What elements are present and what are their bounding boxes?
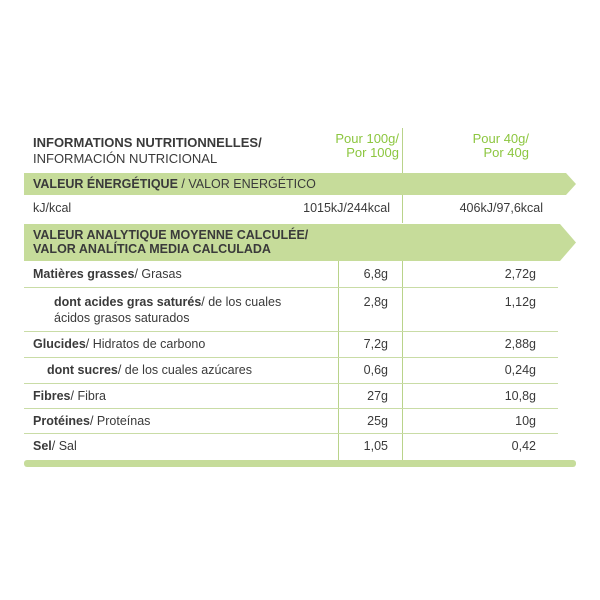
row-divider <box>24 331 558 332</box>
table-cell-100g: 0,6g <box>363 363 388 377</box>
energy-value-40g: 406kJ/97,6kcal <box>459 201 543 215</box>
table-row-label <box>33 266 182 282</box>
column-divider-right <box>402 261 403 460</box>
row-label-es: / Fibra <box>70 389 106 403</box>
table-cell-100g: 7,2g <box>363 337 388 351</box>
row-divider <box>24 357 558 358</box>
table-row-label <box>33 388 106 404</box>
table-bottom-bar <box>24 460 576 467</box>
row-label-es: / Hidratos de carbono <box>85 337 206 351</box>
row-divider <box>24 287 558 288</box>
table-cell-40g: 10,8g <box>504 389 536 403</box>
row-label-es: / Sal <box>51 439 77 453</box>
row-label-fr: Fibres <box>33 389 71 403</box>
column-divider-left <box>338 261 339 460</box>
col-100g-fr: Pour 100g/ <box>335 131 399 146</box>
analytic-band-fr: VALEUR ANALYTIQUE MOYENNE CALCULÉE/ <box>33 228 309 242</box>
table-cell-100g: 1,05 <box>363 439 388 453</box>
row-label-es-line2: ácidos grasos saturados <box>54 311 190 325</box>
column-header-40g <box>473 132 529 160</box>
energy-unit-label: kJ/kcal <box>33 201 72 215</box>
table-cell-100g: 27g <box>367 389 388 403</box>
table-row-label <box>54 294 281 326</box>
analytic-band-es: VALOR ANALÍTICA MEDIA CALCULADA <box>33 242 271 256</box>
table-cell-40g: 10g <box>515 414 536 428</box>
table-cell-40g: 0,24g <box>504 363 536 377</box>
col-40g-fr: Pour 40g/ <box>472 131 529 146</box>
col-40g-es: Por 40g <box>483 145 529 160</box>
table-row-label <box>33 336 205 352</box>
table-cell-40g: 2,88g <box>504 337 536 351</box>
table-cell-40g: 0,42 <box>511 439 536 453</box>
table-row-label <box>33 438 77 454</box>
energy-band-es: / VALOR ENERGÉTICO <box>177 177 316 191</box>
table-row-label <box>47 362 252 378</box>
row-label-es: / Proteínas <box>89 414 151 428</box>
title-french: INFORMATIONS NUTRITIONNELLES/ <box>33 135 262 150</box>
row-label-es: / de los cuales azúcares <box>117 363 252 377</box>
energy-band-fr: VALEUR ÉNERGÉTIQUE <box>33 177 178 191</box>
row-label-es: / Grasas <box>134 267 182 281</box>
table-row-label <box>33 413 150 429</box>
table-title <box>33 135 262 167</box>
row-divider <box>24 408 558 409</box>
row-label-fr: Glucides <box>33 337 86 351</box>
row-divider <box>24 433 558 434</box>
row-label-fr: Sel <box>33 439 52 453</box>
energy-value-100g: 1015kJ/244kcal <box>303 201 390 215</box>
analytic-band-label <box>33 228 308 256</box>
table-cell-100g: 2,8g <box>363 295 388 309</box>
row-label-fr: dont acides gras saturés <box>54 295 202 309</box>
row-label-es: / de los cuales <box>201 295 282 309</box>
row-label-fr: Protéines <box>33 414 90 428</box>
row-divider <box>24 383 558 384</box>
col-100g-es: Por 100g <box>346 145 399 160</box>
row-label-fr: Matières grasses <box>33 267 135 281</box>
title-spanish: INFORMACIÓN NUTRICIONAL <box>33 151 218 166</box>
table-cell-40g: 1,12g <box>504 295 536 309</box>
energy-band-label <box>33 177 316 191</box>
row-label-fr: dont sucres <box>47 363 118 377</box>
table-cell-40g: 2,72g <box>504 267 536 281</box>
column-header-100g <box>335 132 399 160</box>
table-cell-100g: 6,8g <box>363 267 388 281</box>
table-cell-100g: 25g <box>367 414 388 428</box>
